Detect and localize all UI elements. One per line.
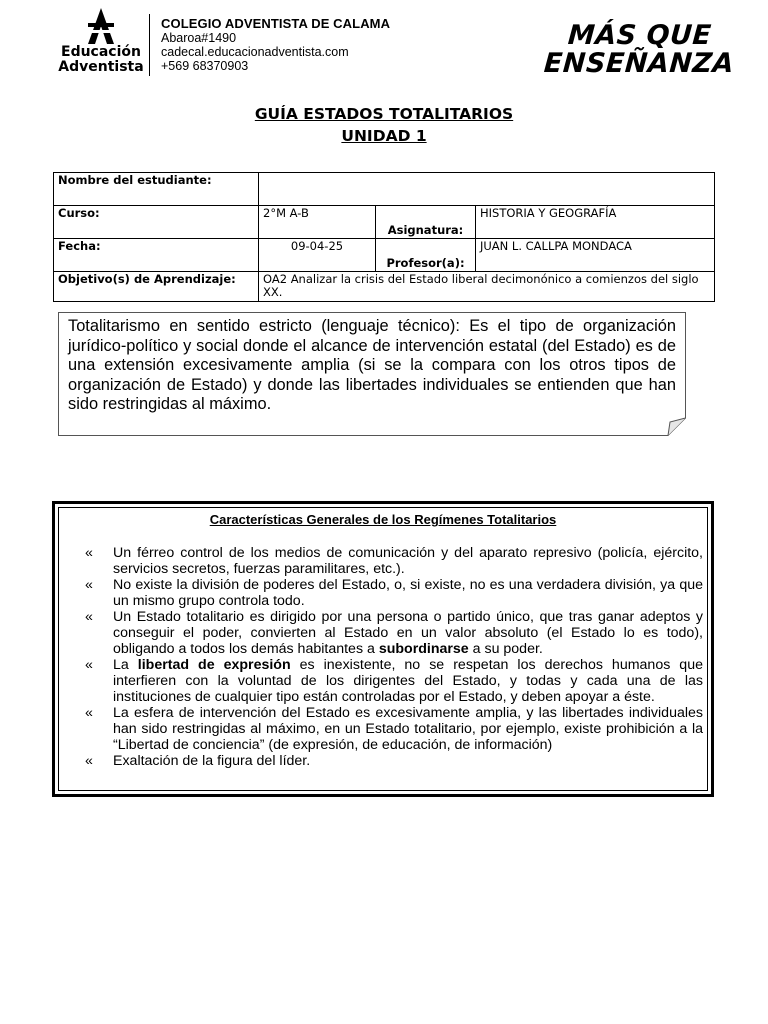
header-divider	[149, 14, 150, 76]
school-website: cadecal.educacionadventista.com	[161, 45, 349, 59]
list-item: « Un férreo control de los medios de comunicación y del aparato represivo (policía, ejército, servicios secretos, fuerzas paramilitares, etc.).	[85, 545, 703, 577]
list-item: « La libertad de expresión es inexistente, no se respetan los derechos humanos que interfieren con la voluntad de los dirigentes del Estado, y todas y cada una de las instituciones de cualquier tipo están controladas por el Estado, y deben apoyar a éste.	[85, 657, 703, 705]
characteristics-title: Características Generales de los Regímenes Totalitarios	[209, 512, 557, 527]
date-label: Fecha:	[54, 239, 259, 272]
school-name: COLEGIO ADVENTISTA DE CALAMA	[161, 16, 391, 31]
logo-mark-icon	[86, 8, 116, 44]
bullet-icon: «	[85, 753, 93, 769]
student-info-table	[53, 172, 715, 302]
list-item: « No existe la división de poderes del Estado, o, si existe, no es una verdadera división, ya que un mismo grupo controla todo.	[85, 577, 703, 609]
logo-text-line2: Adventista	[58, 59, 144, 75]
guide-title: GUÍA ESTADOS TOTALITARIOS	[254, 105, 514, 123]
list-item: « Un Estado totalitario es dirigido por una persona o partido único, que tras ganar adeptos y conseguir el poder, convierten al Estado en un valor absoluto (el Estado lo es todo), obligando a todos los demás habitantes a subordinarse a su poder.	[85, 609, 703, 657]
slogan-logo	[540, 18, 736, 80]
definition-text: Totalitarismo en sentido estricto (lenguaje técnico): Es el tipo de organización jurídico-político y social donde el alcance de intervención estatal (del Estado) es de una extensión excesivamente amplia (si se la compara con los otros tipos de organización de Estado) y donde las libertades individuales se entienden que han sido restringidas al máximo.	[68, 317, 676, 413]
teacher-label: Profesor(a):	[376, 239, 476, 272]
school-phone: +569 68370903	[161, 59, 249, 73]
teacher-value: JUAN L. CALLPA MONDACA	[476, 239, 715, 272]
school-info	[161, 16, 390, 73]
slogan-line2: ENSEÑANZA	[542, 48, 736, 79]
bullet-icon: «	[85, 609, 93, 625]
unit-title: UNIDAD 1	[341, 127, 427, 145]
characteristics-list	[85, 545, 703, 769]
student-name-label: Nombre del estudiante:	[54, 173, 259, 206]
objective-value: OA2 Analizar la crisis del Estado liberal decimonónico a comienzos del siglo XX.	[259, 272, 715, 302]
bullet-icon: «	[85, 657, 93, 673]
table-row	[54, 206, 715, 239]
student-name-field[interactable]	[259, 173, 715, 206]
definition-box	[58, 312, 686, 436]
table-row	[54, 239, 715, 272]
bullet-icon: «	[85, 705, 93, 721]
school-address: Abaroa#1490	[161, 31, 237, 45]
course-label: Curso:	[54, 206, 259, 239]
table-row	[54, 173, 715, 206]
logo-text-line1: Educación	[61, 44, 141, 60]
list-item: « La esfera de intervención del Estado es excesivamente amplia, y las libertades individuales han sido restringidas al máximo, en un Estado totalitario, por ejemplo, existe prohibición a la “Libertad de conciencia” (de expresión, de educación, de información)	[85, 705, 703, 753]
course-value: 2°M A-B	[259, 206, 376, 239]
table-row	[54, 272, 715, 302]
school-logo	[56, 8, 146, 74]
bullet-icon: «	[85, 545, 93, 561]
date-value: 09-04-25	[259, 239, 376, 272]
characteristics-box	[52, 501, 714, 797]
bullet-icon: «	[85, 577, 93, 593]
subject-label: Asignatura:	[376, 206, 476, 239]
characteristics-inner-frame	[58, 507, 708, 791]
slogan-line1: MÁS QUE	[566, 20, 713, 51]
subject-value: HISTORIA Y GEOGRAFÍA	[476, 206, 715, 239]
objective-label: Objetivo(s) de Aprendizaje:	[54, 272, 259, 302]
list-item: « Exaltación de la figura del líder.	[85, 753, 311, 769]
